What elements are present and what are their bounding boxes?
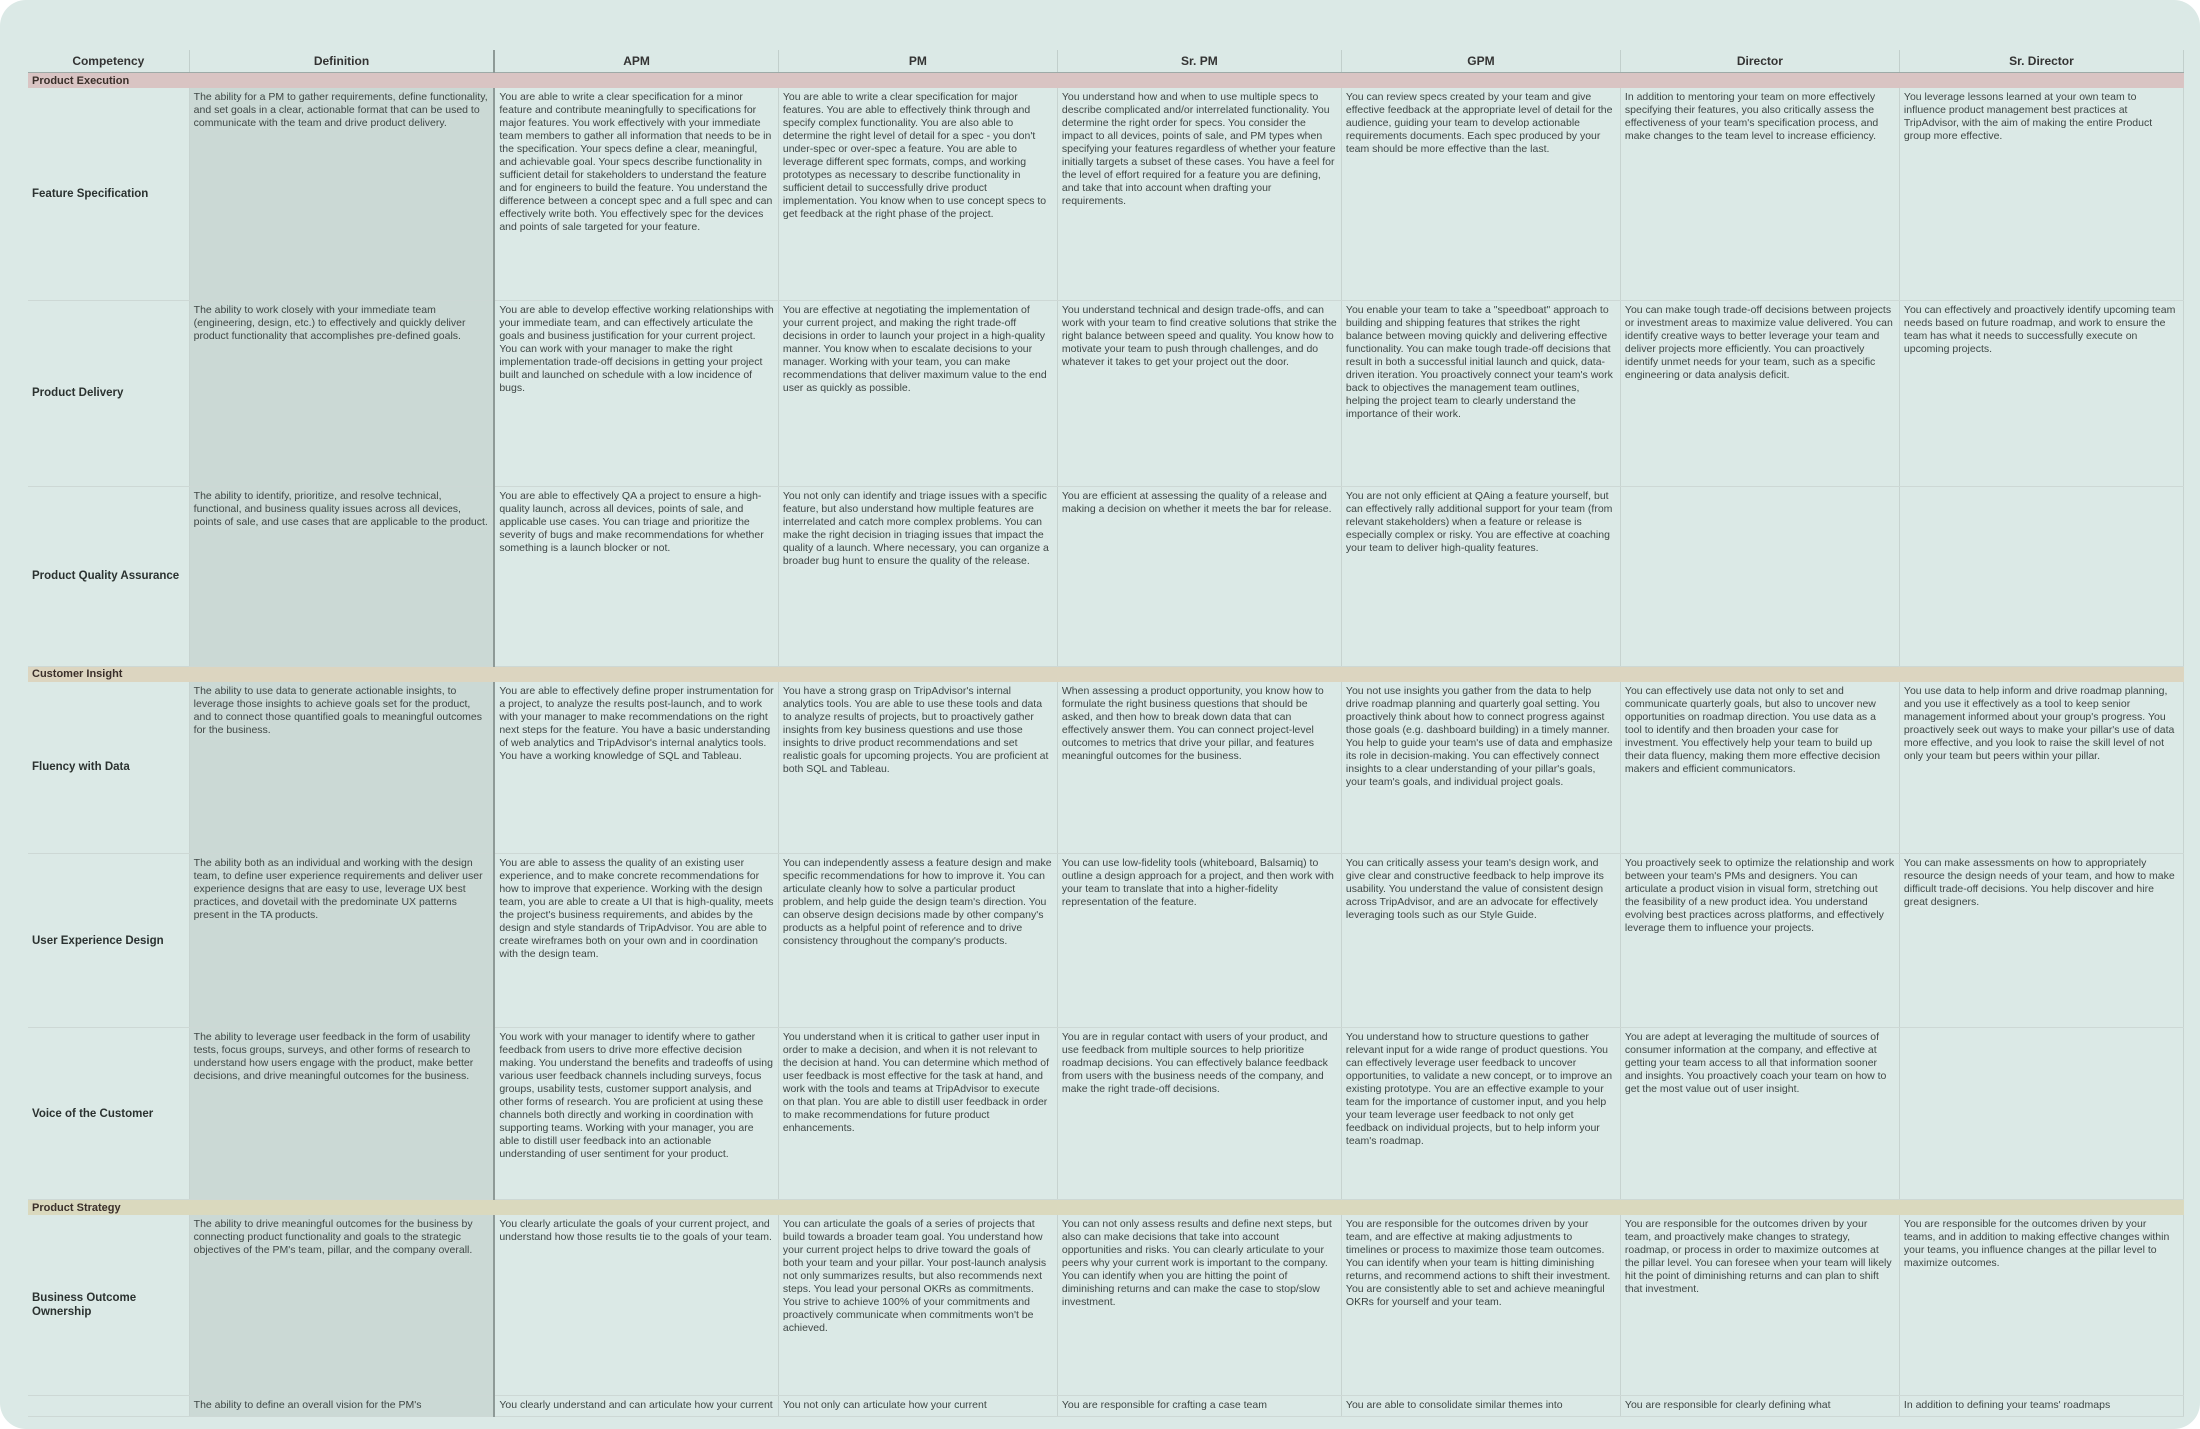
level-cell-director[interactable]: You can effectively use data not only to set and communicate quarterly goals, but also to uncover new opportunities on roadmap direction. You use data as a tool to identify and then broaden your case for investment. You effectively help your team to build up their data fluency, making them more effective decision makers and efficient communicators. [1620,682,1899,854]
definition-cell[interactable]: The ability to leverage user feedback in the form of usability tests, focus groups, surveys, and other forms of research to understand how users engage with the product, make better decisions, and drive meaningful outcomes for the business. [189,1028,494,1200]
level-cell-director[interactable]: You are responsible for clearly defining what [1620,1395,1899,1416]
table-row [28,682,2184,854]
level-cell-pm[interactable]: You not only can articulate how your current [778,1395,1057,1416]
competency-cell[interactable]: Business Outcome Ownership [28,1215,189,1395]
section-row-product-execution [28,73,2184,89]
level-cell-sr-director[interactable] [1899,1028,2183,1200]
level-cell-sr-pm[interactable]: You understand how and when to use multiple specs to describe complicated and/or interrelated functionality. You determine the right order for specs. You consider the impact to all devices, points of sale, and PM types when specifying your features regardless of whether your feature initially targets a subset of these cases. You have a feel for the level of effort required for a feature you are defining, and take that into account when drafting your requirements. [1057,88,1341,300]
level-cell-gpm[interactable]: You are not only efficient at QAing a feature yourself, but can effectively rally additional support for your team (from relevant stakeholders) when a feature or release is especially complex or risky. You are effective at coaching your team to deliver high-quality features. [1341,486,1620,666]
level-cell-director[interactable]: You proactively seek to optimize the relationship and work between your team's PMs and designers. You can articulate a product vision in visual form, stretching out the feasibility of a new product idea. You understand evolving best practices across platforms, and effectively leverage them to influence your projects. [1620,854,1899,1028]
level-cell-gpm[interactable]: You can critically assess your team's design work, and give clear and constructive feedback to help improve its usability. You understand the value of consistent design across TripAdvisor, and are an advocate for effectively leveraging tools such as our Style Guide. [1341,854,1620,1028]
level-cell-sr-director[interactable]: You are responsible for the outcomes driven by your teams, and in addition to making effective changes within your teams, you influence changes at the pillar level to maximize outcomes. [1899,1215,2183,1395]
level-cell-sr-director[interactable]: You can effectively and proactively identify upcoming team needs based on future roadmap, and work to ensure the team has what it needs to successfully execute on upcoming projects. [1899,300,2183,486]
level-cell-director[interactable]: You are responsible for the outcomes driven by your team, and proactively make changes to strategy, roadmap, or process in order to maximize outcomes at the pillar level. You can foresee when your team will likely hit the point of diminishing returns and can plan to shift that investment. [1620,1215,1899,1395]
level-cell-gpm[interactable]: You understand how to structure questions to gather relevant input for a wide range of product questions. You can effectively leverage user feedback to uncover opportunities, to validate a new concept, or to improve an existing prototype. You are an effective example to your team for the importance of customer input, and you help your team leverage user feedback to not only get feedback on individual projects, but to help inform your team's roadmap. [1341,1028,1620,1200]
level-cell-sr-pm[interactable]: You are in regular contact with users of your product, and use feedback from multiple sources to help prioritize roadmap decisions. You can effectively balance feedback from users with the business needs of the company, and make the right trade-off decisions. [1057,1028,1341,1200]
competency-cell[interactable]: User Experience Design [28,854,189,1028]
section-row-customer-insight [28,666,2184,682]
definition-cell[interactable]: The ability to identify, prioritize, and resolve technical, functional, and business quality issues across all devices, points of sale, and use cases that are applicable to the product. [189,486,494,666]
definition-cell[interactable]: The ability to define an overall vision for the PM's [189,1395,494,1416]
level-cell-director[interactable]: You can make tough trade-off decisions between projects or investment areas to maximize value delivered. You can identify creative ways to better leverage your team and deliver projects more efficiently. You can proactively identify unmet needs for your team, such as a specific engineering or data analysis deficit. [1620,300,1899,486]
level-cell-gpm[interactable]: You are responsible for the outcomes driven by your team, and are effective at making adjustments to timelines or process to maximize those team outcomes. You can identify when your team is hitting diminishing returns, and recommend actions to shift their investment. You are consistently able to set and achieve meaningful OKRs for yourself and your team. [1341,1215,1620,1395]
header-sr-pm[interactable]: Sr. PM [1057,50,1341,73]
level-cell-pm[interactable]: You are effective at negotiating the implementation of your current project, and making the right trade-off decisions in order to launch your project in a high-quality manner. You know when to escalate decisions to your manager. Working with your team, you can make recommendations that deliver maximum value to the end user as quickly as possible. [778,300,1057,486]
level-cell-sr-director[interactable] [1899,486,2183,666]
level-cell-director[interactable] [1620,486,1899,666]
competency-cell[interactable]: Product Delivery [28,300,189,486]
section-title[interactable]: Customer Insight [28,666,2184,682]
header-sr-director[interactable]: Sr. Director [1899,50,2183,73]
header-definition[interactable]: Definition [189,50,494,73]
level-cell-gpm[interactable]: You enable your team to take a "speedboat" approach to building and shipping features that strikes the right balance between moving quickly and delivering effective functionality. You can make tough trade-off decisions that result in both a successful initial launch and quick, data-driven iteration. You proactively connect your team's work back to objectives the management team outlines, helping the project team to clearly understand the importance of their work. [1341,300,1620,486]
level-cell-pm[interactable]: You understand when it is critical to gather user input in order to make a decision, and when it is not relevant to the decision at hand. You can determine which method of user feedback is most effective for the task at hand, and work with the tools and teams at TripAdvisor to execute on that plan. You are able to distill user feedback in order to make recommendations for future product enhancements. [778,1028,1057,1200]
level-cell-pm[interactable]: You have a strong grasp on TripAdvisor's internal analytics tools. You are able to use these tools and data to analyze results of projects, but to proactively gather insights from key business questions and use those insights to drive product recommendations and set realistic goals for upcoming projects. You are proficient at both SQL and Tableau. [778,682,1057,854]
level-cell-gpm[interactable]: You not use insights you gather from the data to help drive roadmap planning and quarterly goal setting. You proactively think about how to connect progress against those goals (e.g. dashboard building) in a timely manner. You help to guide your team's use of data and emphasize its role in decision-making. You can effectively connect insights to a clear understanding of your pillar's goals, your team's goals, and individual project goals. [1341,682,1620,854]
definition-cell[interactable]: The ability both as an individual and working with the design team, to define user experience requirements and deliver user experience designs that are easy to use, leverage UX best practices, and dovetail with the predominate UX patterns present in the TA products. [189,854,494,1028]
level-cell-sr-director[interactable]: You can make assessments on how to appropriately resource the design needs of your team, and how to make difficult trade-off decisions. You help discover and hire great designers. [1899,854,2183,1028]
table-row [28,486,2184,666]
level-cell-pm[interactable]: You are able to write a clear specification for major features. You are able to effectively think through and specify complex functionality. You are also able to determine the right level of detail for a spec - you don't under-spec or over-spec a feature. You are able to leverage different spec formats, comps, and working prototypes as necessary to describe functionality in sufficient detail to successfully drive product implementation. You know when to use concept specs to get feedback at the right phase of the project. [778,88,1057,300]
table-row [28,300,2184,486]
level-cell-sr-pm[interactable]: You can not only assess results and define next steps, but also can make decisions that take into account opportunities and risks. You can clearly articulate to your peers why your current work is important to the company. You can identify when you are hitting the point of diminishing returns and can make the case to stop/slow investment. [1057,1215,1341,1395]
level-cell-apm[interactable]: You clearly articulate the goals of your current project, and understand how those results tie to the goals of your team. [494,1215,778,1395]
competency-cell[interactable]: Fluency with Data [28,682,189,854]
table-row [28,854,2184,1028]
level-cell-director[interactable]: In addition to mentoring your team on more effectively specifying their features, you also critically assess the effectiveness of your team's specification process, and make changes to the team level to increase efficiency. [1620,88,1899,300]
level-cell-gpm[interactable]: You can review specs created by your team and give effective feedback at the appropriate level of detail for the audience, guiding your team to develop actionable requirements documents. Each spec produced by your team should be more effective than the last. [1341,88,1620,300]
competency-cell[interactable]: Voice of the Customer [28,1028,189,1200]
level-cell-apm[interactable]: You are able to effectively QA a project to ensure a high-quality launch, across all devices, points of sale, and applicable use cases. You can triage and prioritize the severity of bugs and make recommendations for whether something is a launch blocker or not. [494,486,778,666]
level-cell-sr-director[interactable]: You use data to help inform and drive roadmap planning, and you use it effectively as a tool to keep senior management informed about your group's progress. You proactively seek out ways to make your pillar's use of data more effective, and you look to raise the skill level of not only your team but peers within your pillar. [1899,682,2183,854]
section-title[interactable]: Product Execution [28,73,2184,89]
definition-cell[interactable]: The ability to drive meaningful outcomes for the business by connecting product functionality and goals to the strategic objectives of the PM's team, pillar, and the company overall. [189,1215,494,1395]
level-cell-sr-pm[interactable]: You can use low-fidelity tools (whiteboard, Balsamiq) to outline a design approach for a project, and then work with your team to translate that into a higher-fidelity representation of the feature. [1057,854,1341,1028]
definition-cell[interactable]: The ability to work closely with your immediate team (engineering, design, etc.) to effectively and quickly deliver product functionality that accomplishes pre-defined goals. [189,300,494,486]
level-cell-pm[interactable]: You not only can identify and triage issues with a specific feature, but also understand how multiple features are interrelated and catch more complex problems. You can make the right decision in triaging issues that impact the quality of a launch. Where necessary, you can organize a broader bug hunt to ensure the quality of the release. [778,486,1057,666]
header-apm[interactable]: APM [494,50,778,73]
level-cell-sr-pm[interactable]: When assessing a product opportunity, you know how to formulate the right business questions that should be asked, and then how to break down data that can effectively answer them. You can connect project-level outcomes to metrics that drive your pillar, and features meaningful outcomes for the business. [1057,682,1341,854]
competency-matrix-table [28,50,2184,1417]
header-competency[interactable]: Competency [28,50,189,73]
level-cell-sr-pm[interactable]: You understand technical and design trade-offs, and can work with your team to find creative solutions that strike the right balance between speed and quality. You know how to motivate your team to push through challenges, and do whatever it takes to get your project out the door. [1057,300,1341,486]
table-row [28,88,2184,300]
competency-cell[interactable]: Product Quality Assurance [28,486,189,666]
definition-cell[interactable]: The ability for a PM to gather requirements, define functionality, and set goals in a clear, actionable format that can be used to communicate with the team and drive product delivery. [189,88,494,300]
header-gpm[interactable]: GPM [1341,50,1620,73]
level-cell-gpm[interactable]: You are able to consolidate similar themes into [1341,1395,1620,1416]
level-cell-sr-director[interactable]: In addition to defining your teams' roadmaps [1899,1395,2183,1416]
level-cell-apm[interactable]: You work with your manager to identify where to gather feedback from users to drive more effective decision making. You understand the benefits and tradeoffs of using various user feedback channels including surveys, focus groups, usability tests, customer support analysis, and other forms of research. You are proficient at using these channels both directly and working in coordination with supporting teams. Working with your manager, you are able to distill user feedback into an actionable understanding of user sentiment for your product. [494,1028,778,1200]
table-row [28,1215,2184,1395]
table-row [28,1028,2184,1200]
section-title[interactable]: Product Strategy [28,1200,2184,1216]
level-cell-sr-pm[interactable]: You are responsible for crafting a case team [1057,1395,1341,1416]
level-cell-apm[interactable]: You clearly understand and can articulate how your current [494,1395,778,1416]
level-cell-pm[interactable]: You can independently assess a feature design and make specific recommendations for how to improve it. You can articulate cleanly how to solve a particular product problem, and help guide the design team's direction. You can observe design decisions made by other company's products as a helpful point of reference and to drive consistency throughout the company's products. [778,854,1057,1028]
level-cell-apm[interactable]: You are able to develop effective working relationships with your immediate team, and can effectively articulate the goals and business justification for your current project. You can work with your manager to make the right implementation trade-off decisions in getting your project built and launched on schedule with a low incidence of bugs. [494,300,778,486]
competency-cell[interactable] [28,1395,189,1416]
level-cell-apm[interactable]: You are able to write a clear specification for a minor feature and contribute meaningfully to specifications for major features. You work effectively with your immediate team members to gather all information that needs to be in the specification. Your specs define a clear, meaningful, and achievable goal. Your specs describe functionality in sufficient detail for stakeholders to understand the feature and for engineers to build the feature. You understand the difference between a concept spec and a full spec and can effectively write both. You effectively spec for the devices and points of sale targeted for your feature. [494,88,778,300]
competency-cell[interactable]: Feature Specification [28,88,189,300]
level-cell-pm[interactable]: You can articulate the goals of a series of projects that build towards a broader team goal. You understand how your current project helps to drive toward the goals of both your team and your pillar. Your post-launch analysis not only summarizes results, but also recommends next steps. You lead your personal OKRs as commitments. You strive to achieve 100% of your commitments and proactively communicate when commitments won't be achieved. [778,1215,1057,1395]
level-cell-sr-pm[interactable]: You are efficient at assessing the quality of a release and making a decision on whether it meets the bar for release. [1057,486,1341,666]
header-director[interactable]: Director [1620,50,1899,73]
section-row-product-strategy [28,1200,2184,1216]
level-cell-sr-director[interactable]: You leverage lessons learned at your own team to influence product management best practices at TripAdvisor, with the aim of making the entire Product group more effective. [1899,88,2183,300]
level-cell-apm[interactable]: You are able to assess the quality of an existing user experience, and to make concrete recommendations for how to improve that experience. Working with the design team, you are able to create a UI that is high-quality, meets the project's business requirements, and abides by the design and style standards of TripAdvisor. You are able to create wireframes both on your own and in coordination with the design team. [494,854,778,1028]
level-cell-apm[interactable]: You are able to effectively define proper instrumentation for a project, to analyze the results post-launch, and to work with your manager to make recommendations on the right next steps for the feature. You have a basic understanding of web analytics and TripAdvisor's internal analytics tools. You have a working knowledge of SQL and Tableau. [494,682,778,854]
definition-cell[interactable]: The ability to use data to generate actionable insights, to leverage those insights to achieve goals set for the product, and to connect those quantified goals to meaningful outcomes for the business. [189,682,494,854]
level-cell-director[interactable]: You are adept at leveraging the multitude of sources of consumer information at the company, and effective at getting your team access to all that information sooner and insights. You proactively coach your team on how to get the most value out of user insight. [1620,1028,1899,1200]
header-pm[interactable]: PM [778,50,1057,73]
table-row [28,1395,2184,1416]
header-row [28,50,2184,73]
